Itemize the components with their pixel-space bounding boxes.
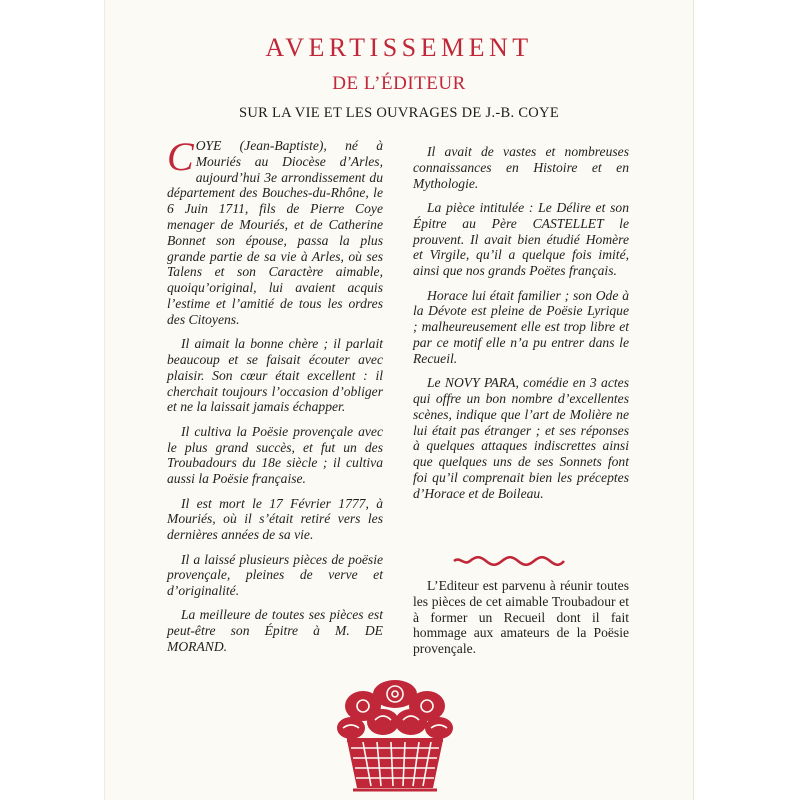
paragraph-text: OYE (Jean-Baptiste), né à Mouriés au Diocèse d’Arles, aujourd’hui 3e arrondissement du département des Bouches-du-Rhône, le 6 Juin 1711, fils de Pierre Coye menager de Mouriés, et de Catherine Bonnet son épouse, passa la plus grande partie de sa vie à Arles, où ses Talens et son Caractère aimable, quoiqu’original, lui avaient acquis l’estime et l’amitié de tous les ordres des Citoyens. <box>167 138 383 327</box>
page-subline: SUR LA VIE ET LES OUVRAGES DE J.-B. COYE <box>238 105 559 121</box>
paragraph-knowledge: Il avait de vastes et nombreuses connaissances en Histoire et en Mythologie. <box>413 144 629 191</box>
page-title: AVERTISSEMENT <box>265 33 533 62</box>
paragraph-works: Il a laissé plusieurs pièces de poësie provençale, pleines de verve et d’originalité. <box>167 551 383 599</box>
paragraph-novy-para: Le NOVY PARA, comédie en 3 actes qui offre un bon nombre d’excellentes scènes, indique que l’art de Molière ne lui était pas étranger ; et ses réponses à quelques attaques indiscrettes ainsi que quelques uns de ses Sonnets font foi qu’il comprenait bien les préceptes d’Horace et de Boileau. <box>413 375 629 501</box>
paragraph-poetry: Il cultiva la Poësie provençale avec le plus grand succès, et fut un des Troubadours du 18e siècle ; il cultiva aussi la Poësie française. <box>167 423 383 487</box>
drop-cap: C <box>167 134 194 179</box>
paragraph-death: Il est mort le 17 Février 1777, à Mouriés, où il s’était retiré vers les dernières années de sa vie. <box>167 495 383 543</box>
paragraph-best-piece: La meilleure de toutes ses pièces est peut-être son Épitre à M. DE MORAND. <box>167 607 383 655</box>
ornamental-rule-icon <box>452 556 566 566</box>
page-subtitle: DE L’ÉDITEUR <box>332 73 466 94</box>
left-column <box>167 134 383 663</box>
flower-basket-icon <box>333 670 457 794</box>
editor-note <box>413 578 629 666</box>
paragraph-character: Il aimait la bonne chère ; il parlait beaucoup et se faisait écouter avec plaisir. Son cœur était excellent : il cherchait toujours l’occasion d’obliger et ne la laissait jamais échapper. <box>167 336 383 415</box>
paragraph-horace: Horace lui était familier ; son Ode à la Dévote est pleine de Poësie Lyrique ; malheureusement elle est trop libre et par ce motif elle n’a pu entrer dans le Recueil. <box>413 287 629 366</box>
paragraph-editor: L’Editeur est parvenu à réunir toutes les pièces de cet aimable Troubadour et à former un Recueil dont il fait hommage aux amateurs de la Poësie provençale. <box>413 578 629 657</box>
paragraph-biography <box>167 134 383 328</box>
paragraph-delire: La pièce intitulée : Le Délire et son Épitre au Père CASTELLET le prouvent. Il avait bien étudié Homère et Virgile, qu’il a quelque fois imité, ainsi que nos grands Poëtes français. <box>413 199 629 279</box>
right-column <box>413 144 629 510</box>
